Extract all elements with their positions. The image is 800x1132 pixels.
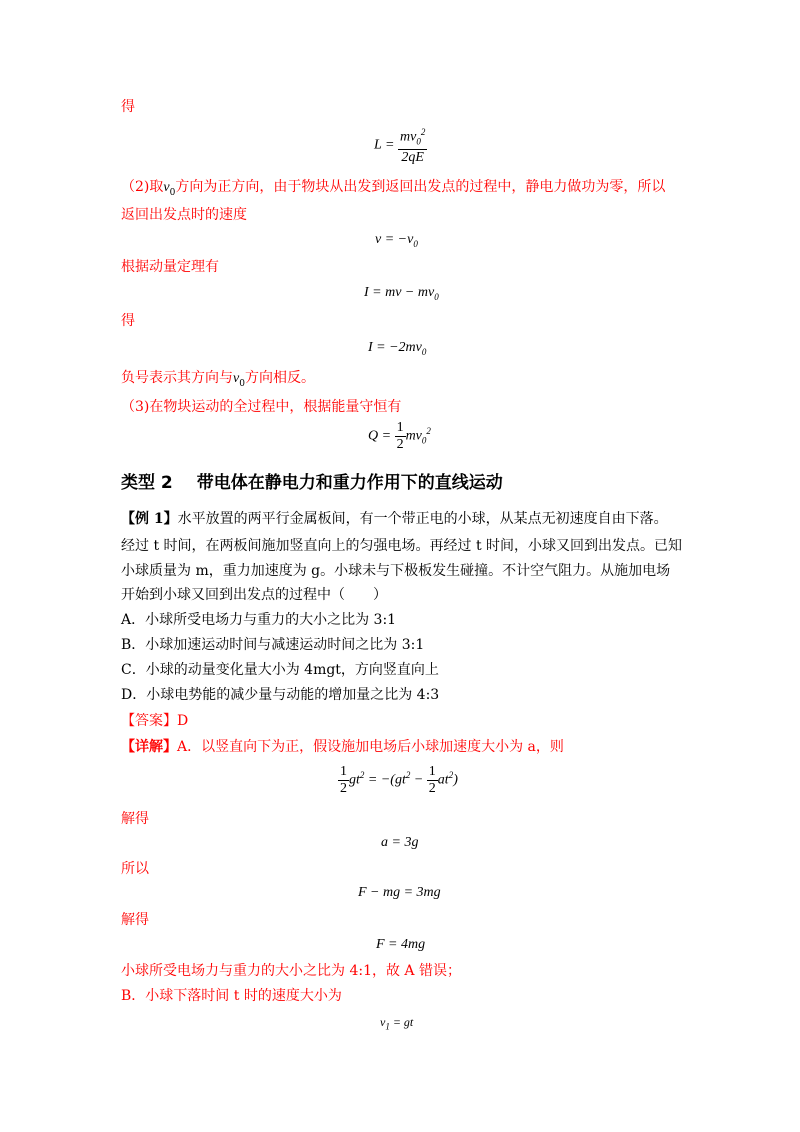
text-neg-sign: 负号表示其方向与$v_0$方向相反。 [121,370,315,389]
text-part2-line2: 返回出发点时的速度 [121,207,247,223]
section-title: 带电体在静电力和重力作用下的直线运动 [196,473,503,493]
example-line-1 [121,510,700,528]
detail-a-text: A．以竖直向下为正，假设施加电场后小球加速度大小为 a，则 [177,739,564,755]
option-d: D．小球电势能的减少量与动能的增加量之比为 4:3 [121,687,440,703]
example-line-3: 小球质量为 m，重力加速度为 g。小球未与下极板发生碰撞。不计空气阻力。从施加电场 [121,563,671,579]
text-suoyi: 所以 [121,861,149,877]
example-line-2: 经过 t 时间，在两板间施加竖直向上的匀强电场。再经过 t 时间，小球又回到出发点。已知 [121,538,683,554]
text-momentum-label: 根据动量定理有 [121,259,219,275]
equation-v1: $v_1$ = gt [380,1015,414,1032]
text-jiede-2: 解得 [121,912,149,928]
text-part3: （3)在物块运动的全过程中，根据能量守恒有 [121,399,402,415]
detail-label: 【详解】 [121,739,177,755]
part2-prefix: （2)取 [121,179,164,195]
text-de-1: 得 [121,99,135,115]
section-heading [121,468,503,493]
equation-motion: $\frac{1}{2}$ $gt^2 = -(gt^2$ − $\frac{1}{2}$ $at^2$) [340,764,458,796]
neg-sign-suffix: 方向相反。 [244,370,315,386]
detail-line-a [121,738,700,756]
part2-rest: 方向为正方向，由于物块从出发到返回出发点的过程中，静电力做功为零，所以 [175,179,666,195]
option-c: C．小球的动量变化量大小为 4mgt，方向竖直向上 [121,662,439,678]
text-part2-line1: （2)取$v_0$方向为正方向，由于物块从出发到返回出发点的过程中，静电力做功为零，所以 [121,179,666,198]
equation-I-result: $I = -2mv_0$ [368,340,427,357]
text-b: B．小球下落时间 t 时的速度大小为 [121,988,342,1004]
text-de-2: 得 [121,313,135,329]
equation-I: I = mv − $mv_0$ [364,285,439,302]
text-conclusion-a: 小球所受电场力与重力的大小之比为 4:1，故 A 错误； [121,963,461,979]
equation-force-balance: F − mg = 3mg [358,885,441,900]
option-a: A．小球所受电场力与重力的大小之比为 3:1 [121,612,397,628]
equation-F: F = 4mg [376,937,426,952]
text-jiede-1: 解得 [121,811,149,827]
section-type-label: 类型 2 [121,473,173,493]
equation-a: a = 3g [381,835,419,850]
equation-Q: Q = $\frac{1}{2}$ $mv_0^2$ [368,420,431,452]
equation-v: $v = -v_0$ [375,232,418,249]
answer-line: 【答案】D [121,713,189,729]
example-line-4: 开始到小球又回到出发点的过程中（ ） [121,587,387,603]
example-tag: 【例 1】 [121,511,178,527]
equation-L: L = $\frac{mv_0^2}{2qE}$ [374,124,427,166]
option-b: B．小球加速运动时间与减速运动时间之比为 3:1 [121,637,425,653]
example-line-1-text: 水平放置的两平行金属板间，有一个带正电的小球，从某点无初速度自由下落。 [177,511,668,527]
neg-sign-prefix: 负号表示其方向与 [121,370,233,386]
